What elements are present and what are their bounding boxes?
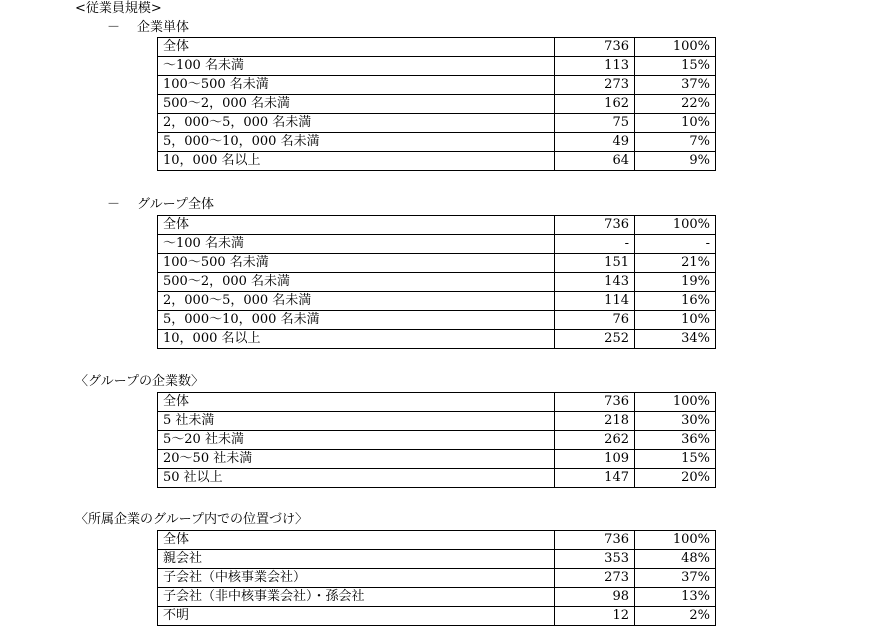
row-count-cell: 262	[555, 431, 635, 450]
row-label-cell: 子会社（非中核事業会社）・孫会社	[158, 588, 555, 607]
table-row	[158, 588, 716, 607]
table-row-total	[158, 216, 716, 235]
table-row	[158, 550, 716, 569]
row-percent-cell: 20%	[635, 469, 716, 488]
row-percent-cell: 36%	[635, 431, 716, 450]
row-count-cell: 736	[555, 38, 635, 57]
row-label-cell: 100～500 名未満	[158, 254, 555, 273]
row-count-cell: 76	[555, 311, 635, 330]
row-count-cell: 736	[555, 393, 635, 412]
table-row	[158, 412, 716, 431]
row-percent-cell: -	[635, 235, 716, 254]
row-count-cell: 143	[555, 273, 635, 292]
row-label-cell: ～100 名未満	[158, 235, 555, 254]
row-label-cell: 親会社	[158, 550, 555, 569]
table-row	[158, 114, 716, 133]
table-row	[158, 469, 716, 488]
dash-marker: －	[107, 20, 121, 35]
row-percent-cell: 16%	[635, 292, 716, 311]
row-label-cell: 2，000～5，000 名未満	[158, 292, 555, 311]
section-heading-group-company-count: 〈グループの企業数〉	[75, 374, 204, 389]
row-count-cell: 218	[555, 412, 635, 431]
table-row	[158, 569, 716, 588]
row-count-cell: 151	[555, 254, 635, 273]
row-percent-cell: 21%	[635, 254, 716, 273]
row-percent-cell: 37%	[635, 76, 716, 95]
subsection-title: 企業単体	[137, 20, 190, 35]
row-label-cell: 全体	[158, 216, 555, 235]
row-count-cell: 49	[555, 133, 635, 152]
row-percent-cell: 10%	[635, 311, 716, 330]
subsection-title: グループ全体	[137, 197, 214, 212]
row-count-cell: 147	[555, 469, 635, 488]
row-count-cell: 109	[555, 450, 635, 469]
row-percent-cell: 22%	[635, 95, 716, 114]
section-heading-employee-size: <従業員規模>	[75, 1, 162, 16]
row-percent-cell: 34%	[635, 330, 716, 349]
row-count-cell: 736	[555, 531, 635, 550]
row-label-cell: 子会社（中核事業会社）	[158, 569, 555, 588]
table-group-position	[157, 530, 716, 626]
row-percent-cell: 9%	[635, 152, 716, 171]
row-percent-cell: 15%	[635, 450, 716, 469]
row-label-cell: 全体	[158, 393, 555, 412]
row-label-cell: 50 社以上	[158, 469, 555, 488]
table-group-company-count	[157, 392, 716, 488]
table-row	[158, 133, 716, 152]
row-label-cell: 5，000～10，000 名未満	[158, 133, 555, 152]
row-count-cell: 114	[555, 292, 635, 311]
section-heading-group-position: 〈所属企業のグループ内での位置づけ〉	[75, 512, 308, 527]
table-row	[158, 235, 716, 254]
row-percent-cell: 37%	[635, 569, 716, 588]
row-percent-cell: 100%	[635, 38, 716, 57]
row-count-cell: 273	[555, 569, 635, 588]
row-label-cell: 500～2，000 名未満	[158, 95, 555, 114]
row-label-cell: 10，000 名以上	[158, 152, 555, 171]
table-row	[158, 273, 716, 292]
row-label-cell: 5 社未満	[158, 412, 555, 431]
row-count-cell: 64	[555, 152, 635, 171]
row-label-cell: 5，000～10，000 名未満	[158, 311, 555, 330]
table-row-total	[158, 531, 716, 550]
table-employee-size-group	[157, 215, 716, 349]
table-row-total	[158, 38, 716, 57]
row-percent-cell: 100%	[635, 216, 716, 235]
row-count-cell: -	[555, 235, 635, 254]
row-label-cell: 2，000～5，000 名未満	[158, 114, 555, 133]
row-percent-cell: 48%	[635, 550, 716, 569]
row-percent-cell: 19%	[635, 273, 716, 292]
table-row	[158, 311, 716, 330]
dash-marker: －	[107, 197, 121, 212]
row-count-cell: 12	[555, 607, 635, 626]
row-count-cell: 98	[555, 588, 635, 607]
row-percent-cell: 13%	[635, 588, 716, 607]
row-label-cell: 20～50 社未満	[158, 450, 555, 469]
row-label-cell: ～100 名未満	[158, 57, 555, 76]
row-percent-cell: 10%	[635, 114, 716, 133]
table-row-total	[158, 393, 716, 412]
row-label-cell: 100～500 名未満	[158, 76, 555, 95]
row-label-cell: 全体	[158, 38, 555, 57]
table-row	[158, 292, 716, 311]
row-count-cell: 75	[555, 114, 635, 133]
row-percent-cell: 2%	[635, 607, 716, 626]
row-label-cell: 10，000 名以上	[158, 330, 555, 349]
table-employee-size-standalone	[157, 37, 716, 171]
row-percent-cell: 7%	[635, 133, 716, 152]
row-count-cell: 736	[555, 216, 635, 235]
row-count-cell: 353	[555, 550, 635, 569]
table-row	[158, 95, 716, 114]
row-percent-cell: 30%	[635, 412, 716, 431]
row-percent-cell: 100%	[635, 531, 716, 550]
row-label-cell: 500～2，000 名未満	[158, 273, 555, 292]
row-count-cell: 162	[555, 95, 635, 114]
row-count-cell: 273	[555, 76, 635, 95]
table-row	[158, 152, 716, 171]
row-percent-cell: 100%	[635, 393, 716, 412]
row-label-cell: 不明	[158, 607, 555, 626]
table-row	[158, 76, 716, 95]
table-row	[158, 57, 716, 76]
table-row	[158, 450, 716, 469]
table-row	[158, 254, 716, 273]
row-label-cell: 5～20 社未満	[158, 431, 555, 450]
row-count-cell: 113	[555, 57, 635, 76]
table-row	[158, 607, 716, 626]
row-percent-cell: 15%	[635, 57, 716, 76]
subsection-heading-standalone	[107, 19, 189, 37]
table-row	[158, 431, 716, 450]
row-label-cell: 全体	[158, 531, 555, 550]
row-count-cell: 252	[555, 330, 635, 349]
subsection-heading-group	[107, 196, 214, 214]
table-row	[158, 330, 716, 349]
